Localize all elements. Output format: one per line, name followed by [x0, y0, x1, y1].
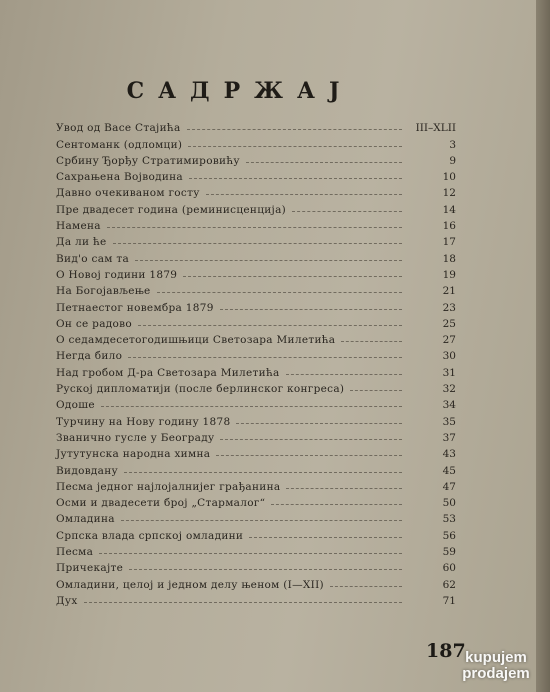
toc-entry-title: Над гробом Д-ра Светозара Милетића — [56, 366, 280, 379]
toc-leader-dashes — [350, 390, 402, 391]
toc-leader-dashes — [99, 553, 402, 554]
toc-leader-dashes — [206, 194, 402, 195]
table-of-contents — [56, 118, 456, 607]
toc-entry-page: 10 — [442, 171, 456, 184]
toc-entry — [56, 265, 456, 281]
toc-entry-page: 16 — [442, 220, 456, 233]
toc-entry — [56, 232, 456, 248]
toc-leader-dashes — [341, 341, 402, 342]
toc-entry — [56, 167, 456, 183]
toc-entry — [56, 395, 456, 411]
watermark-line-1: kupujem — [465, 649, 527, 666]
toc-entry-title: Песма — [56, 546, 94, 559]
toc-entry-title: На Богојављење — [56, 285, 151, 298]
toc-entry-title: Негда било — [56, 350, 123, 363]
toc-entry-title: Он се радово — [56, 317, 132, 330]
toc-entry — [56, 199, 456, 215]
toc-leader-dashes — [121, 520, 402, 521]
toc-entry-title: Одоше — [56, 399, 95, 412]
toc-leader-dashes — [249, 537, 402, 538]
toc-leader-dashes — [286, 488, 402, 489]
toc-entry-title: Званично гусле у Београду — [56, 431, 215, 444]
toc-leader-dashes — [216, 455, 402, 456]
toc-entry — [56, 297, 456, 313]
toc-entry — [56, 314, 456, 330]
toc-entry — [56, 330, 456, 346]
toc-entry-page: 12 — [442, 187, 456, 200]
toc-entry — [56, 509, 456, 525]
toc-entry-page: 17 — [442, 236, 456, 249]
toc-entry — [56, 118, 456, 134]
page-number: 187 — [426, 640, 466, 662]
toc-entry — [56, 558, 456, 574]
toc-entry-title: Видовдану — [56, 464, 119, 477]
toc-leader-dashes — [107, 227, 402, 228]
toc-entry-title: Вид'о сам та — [56, 252, 130, 265]
toc-entry-page: III–XLII — [415, 122, 456, 135]
toc-leader-dashes — [183, 276, 402, 277]
toc-entry-title: О седамдесетогодишњици Светозара Милетића — [56, 334, 336, 347]
toc-entry-title: Причекајте — [56, 562, 124, 575]
toc-leader-dashes — [138, 325, 402, 326]
toc-entry-title: Петнаестог новембра 1879 — [56, 301, 214, 314]
toc-entry-page: 19 — [442, 268, 456, 281]
toc-entry-page: 60 — [442, 562, 456, 575]
toc-entry-page: 14 — [442, 203, 456, 216]
toc-entry-title: Руској дипломатији (после берлинског конгреса) — [56, 383, 345, 396]
toc-entry-title: Омладини, целој и једном делу њеном (I—XII) — [56, 578, 324, 591]
toc-leader-dashes — [236, 423, 402, 424]
toc-entry — [56, 379, 456, 395]
toc-entry-title: Дух — [56, 594, 78, 607]
toc-leader-dashes — [188, 146, 402, 147]
toc-entry-page: 50 — [442, 497, 456, 510]
toc-leader-dashes — [124, 472, 402, 473]
toc-entry — [56, 460, 456, 476]
toc-entry-page: 59 — [442, 546, 456, 559]
toc-entry — [56, 183, 456, 199]
toc-entry — [56, 525, 456, 541]
toc-leader-dashes — [129, 569, 402, 570]
toc-entry-page: 45 — [442, 464, 456, 477]
toc-entry-page: 3 — [449, 138, 456, 151]
toc-entry-page: 62 — [442, 578, 456, 591]
watermark-logo — [448, 650, 544, 682]
toc-entry-title: Сахрањена Војводина — [56, 171, 183, 184]
toc-entry-title: Увод од Васе Стајића — [56, 122, 181, 135]
toc-leader-dashes — [189, 178, 402, 179]
toc-leader-dashes — [128, 357, 402, 358]
watermark-line-2: prodajem — [462, 665, 530, 682]
toc-entry — [56, 134, 456, 150]
toc-entry — [56, 444, 456, 460]
toc-entry — [56, 591, 456, 607]
toc-entry-title: Јутутунска народна химна — [56, 448, 211, 461]
toc-entry-title: Омладина — [56, 513, 115, 526]
page-title: САДРЖАЈ — [126, 78, 354, 104]
toc-entry-title: Давно очекиваном госту — [56, 187, 200, 200]
toc-entry — [56, 411, 456, 427]
toc-entry-title: Пре двадесет година (реминисценција) — [56, 203, 287, 216]
toc-entry — [56, 346, 456, 362]
toc-leader-dashes — [84, 602, 402, 603]
toc-entry-page: 47 — [442, 480, 456, 493]
toc-entry-title: Песма једног најлојалнијег грађанина — [56, 480, 281, 493]
toc-entry — [56, 477, 456, 493]
toc-entry-page: 56 — [442, 529, 456, 542]
toc-entry — [56, 542, 456, 558]
toc-leader-dashes — [135, 260, 402, 261]
toc-entry-page: 31 — [442, 366, 456, 379]
toc-entry-title: Осми и двадесети број „Стармалог“ — [56, 497, 266, 510]
toc-leader-dashes — [286, 374, 402, 375]
toc-leader-dashes — [271, 504, 402, 505]
toc-entry — [56, 216, 456, 232]
toc-leader-dashes — [292, 211, 402, 212]
toc-entry-title: Намена — [56, 220, 101, 233]
toc-leader-dashes — [113, 243, 402, 244]
toc-entry-title: Српска влада српској омладини — [56, 529, 244, 542]
toc-entry-page: 32 — [442, 383, 456, 396]
toc-entry-page: 71 — [442, 594, 456, 607]
toc-leader-dashes — [220, 309, 402, 310]
toc-leader-dashes — [157, 292, 402, 293]
toc-leader-dashes — [187, 129, 402, 130]
toc-entry-page: 18 — [442, 252, 456, 265]
toc-leader-dashes — [101, 406, 402, 407]
toc-leader-dashes — [220, 439, 402, 440]
toc-leader-dashes — [246, 162, 402, 163]
toc-entry-page: 30 — [442, 350, 456, 363]
toc-entry-title: Турчину на Нову годину 1878 — [56, 415, 231, 428]
toc-entry — [56, 151, 456, 167]
toc-entry — [56, 362, 456, 378]
toc-entry-title: Да ли ће — [56, 236, 107, 249]
toc-entry-page: 53 — [442, 513, 456, 526]
toc-entry-page: 43 — [442, 448, 456, 461]
toc-entry — [56, 281, 456, 297]
toc-entry-title: Србину Ђорђу Стратимировићу — [56, 154, 240, 167]
toc-leader-dashes — [330, 586, 402, 587]
toc-entry-page: 27 — [442, 334, 456, 347]
toc-entry-title: О Новој години 1879 — [56, 268, 178, 281]
toc-entry-page: 25 — [442, 317, 456, 330]
toc-entry — [56, 574, 456, 590]
toc-entry-page: 23 — [442, 301, 456, 314]
toc-entry-page: 34 — [442, 399, 456, 412]
toc-entry-page: 37 — [442, 431, 456, 444]
toc-entry — [56, 493, 456, 509]
toc-entry — [56, 428, 456, 444]
toc-entry-page: 35 — [442, 415, 456, 428]
toc-entry-page: 9 — [449, 154, 456, 167]
toc-entry — [56, 248, 456, 264]
toc-entry-title: Сентоманк (одломци) — [56, 138, 183, 151]
toc-entry-page: 21 — [442, 285, 456, 298]
book-spine-shadow — [536, 0, 550, 692]
